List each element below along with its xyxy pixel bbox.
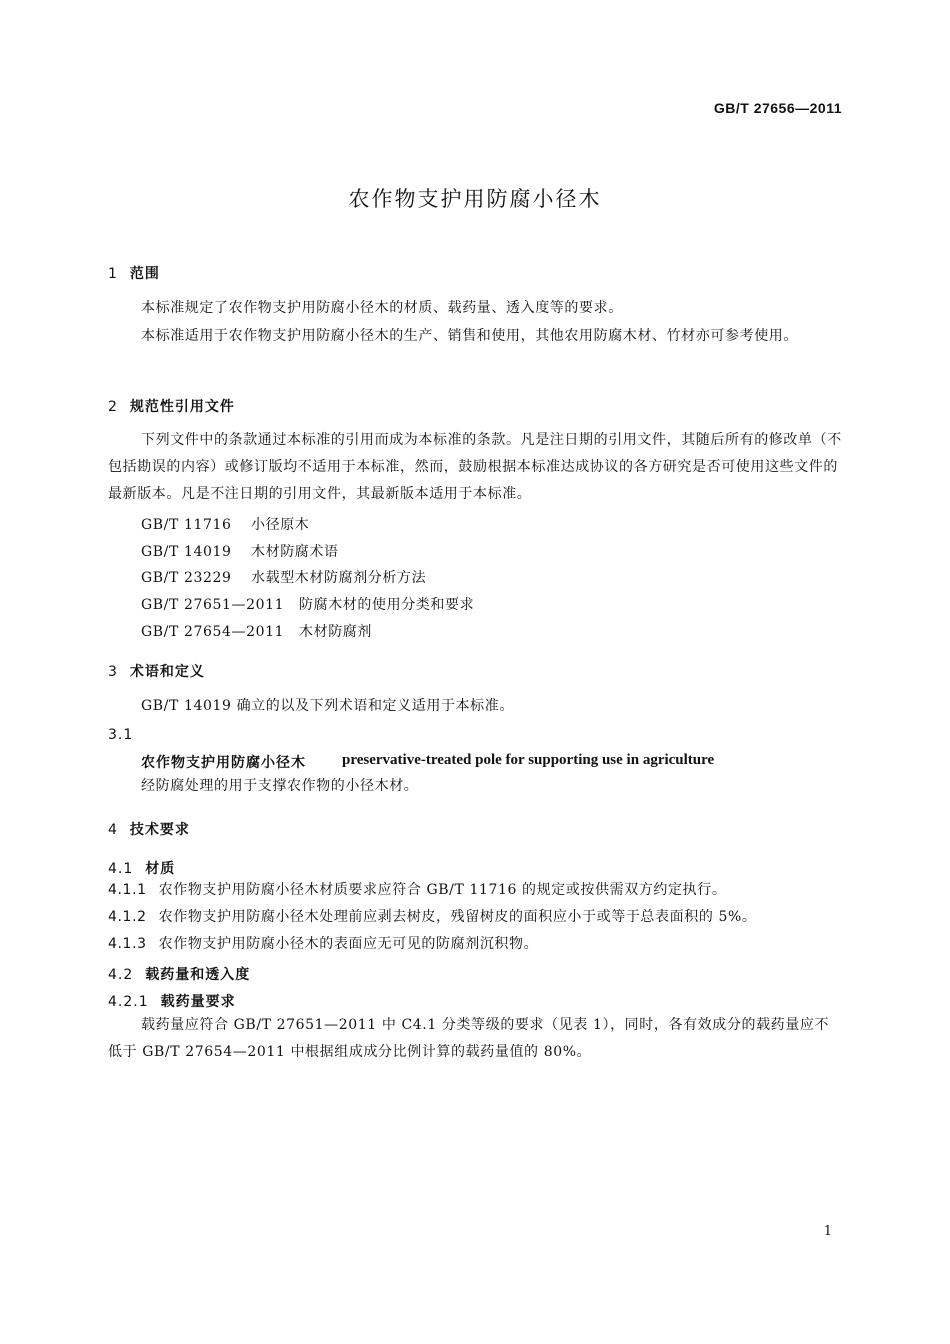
subsection-title: 材质 — [145, 861, 176, 877]
reference-code: GB/T 11716 — [141, 517, 232, 533]
clause-number: 4.1.3 — [108, 936, 147, 952]
subsection-4-1-heading — [108, 858, 175, 878]
term-definition: 经防腐处理的用于支撑农作物的小径木材。 — [141, 778, 419, 794]
loading-requirement-paragraph: 载药量应符合 GB/T 27651—2011 中 C4.1 分类等级的要求（见表 1），同时，各有效成分的载药量应不低于 GB/T 27654—2011 中根据组成成分比例计算的载药量值的 80%。 — [108, 1017, 830, 1060]
term-number: 3.1 — [108, 727, 134, 743]
section-number: 1 — [108, 266, 118, 282]
standard-code: GB/T 27656—2011 — [713, 100, 842, 116]
document-title: 农作物支护用防腐小径木 — [348, 187, 602, 211]
reference-code: GB/T 27651—2011 — [141, 597, 285, 613]
section-title: 范围 — [129, 266, 160, 282]
section-number: 2 — [108, 399, 118, 415]
term-chinese: 农作物支护用防腐小径木 — [141, 755, 306, 771]
reference-title: 水载型木材防腐剂分析方法 — [251, 570, 427, 586]
section-3-heading — [108, 661, 205, 681]
section-1-heading — [108, 263, 160, 283]
section-title: 技术要求 — [129, 822, 190, 838]
clause-text: 农作物支护用防腐小径木处理前应剥去树皮，残留树皮的面积应小于或等于总表面积的 5%。 — [158, 909, 757, 925]
reference-code: GB/T 23229 — [141, 570, 232, 586]
reference-item — [141, 541, 339, 561]
subsection-number: 4.2 — [108, 967, 134, 983]
reference-title: 木材防腐剂 — [299, 624, 372, 640]
reference-code: GB/T 27654—2011 — [141, 624, 285, 640]
reference-title: 小径原木 — [251, 517, 310, 533]
normative-references-paragraph: 下列文件中的条款通过本标准的引用而成为本标准的条款。凡是注日期的引用文件，其随后所有的修改单（不包括勘误的内容）或修订版均不适用于本标准，然而，鼓励根据本标准达成协议的各方研究是否可使用这些文件的最新版本。凡是不注日期的引用文件，其最新版本适用于本标准。 — [108, 432, 842, 502]
subsection-title: 载药量和透入度 — [145, 967, 251, 983]
subsection-number: 4.1 — [108, 861, 134, 877]
reference-item — [141, 567, 426, 587]
page-number: 1 — [823, 1224, 832, 1239]
clause-4-1-3 — [108, 931, 842, 958]
section-number: 4 — [108, 822, 118, 838]
subsection-4-2-1-heading — [108, 991, 236, 1011]
section-title: 规范性引用文件 — [129, 399, 235, 415]
reference-title: 木材防腐术语 — [251, 544, 339, 560]
section-2-heading — [108, 396, 235, 416]
clause-number: 4.1.2 — [108, 909, 147, 925]
section-number: 3 — [108, 664, 118, 680]
term-english: preservative-treated pole for supporting use in agriculture — [342, 752, 715, 768]
subsection-number: 4.2.1 — [108, 994, 149, 1010]
subsection-4-2-heading — [108, 964, 250, 984]
scope-paragraph-2: 本标准适用于农作物支护用防腐小径木的生产、销售和使用，其他农用防腐木材、竹材亦可参考使用。 — [141, 328, 798, 344]
reference-item — [141, 514, 309, 534]
clause-text: 农作物支护用防腐小径木的表面应无可见的防腐剂沉积物。 — [158, 936, 539, 952]
reference-item — [141, 594, 474, 614]
section-title: 术语和定义 — [129, 664, 205, 680]
section-4-heading — [108, 819, 190, 839]
reference-item — [141, 621, 372, 641]
clause-text: 农作物支护用防腐小径木材质要求应符合 GB/T 11716 的规定或按供需双方约定执行。 — [158, 882, 727, 898]
reference-code: GB/T 14019 — [141, 544, 232, 560]
terms-paragraph: GB/T 14019 确立的以及下列术语和定义适用于本标准。 — [141, 698, 514, 714]
reference-title: 防腐木材的使用分类和要求 — [299, 597, 475, 613]
scope-paragraph-1: 本标准规定了农作物支护用防腐小径木的材质、载药量、透入度等的要求。 — [141, 300, 623, 316]
clause-number: 4.1.1 — [108, 882, 147, 898]
clause-4-1-1 — [108, 877, 842, 904]
clause-4-1-2 — [108, 904, 842, 931]
subsection-title: 载药量要求 — [160, 994, 236, 1010]
